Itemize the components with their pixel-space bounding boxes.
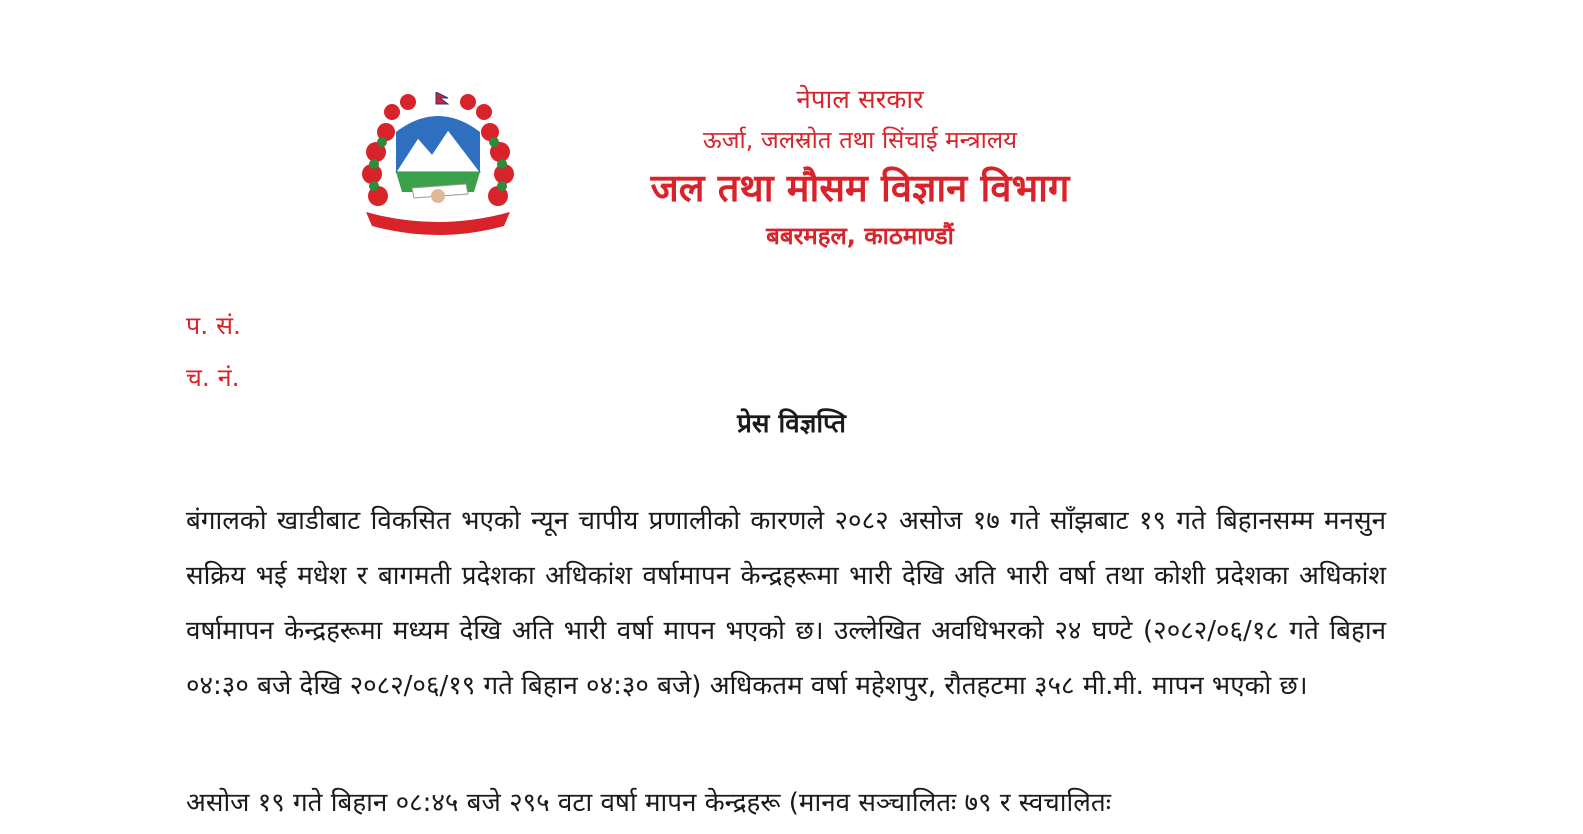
- letterhead: [560, 80, 1160, 256]
- dispatch-number-label: च. नं.: [186, 363, 240, 392]
- body-paragraph: असोज १९ गते बिहान ०८:४५ बजे २९५ वटा वर्षा मापन केन्द्रहरू (मानव सञ्चालितः ७९ र स्वचालितः: [186, 788, 1111, 818]
- department-address: बबरमहल, काठमाण्डौं: [766, 222, 954, 250]
- department-name: जल तथा मौसम विज्ञान विभाग: [650, 166, 1070, 210]
- letter-number-label: प. सं.: [186, 311, 241, 340]
- document-title: प्रेस विज्ञप्ति: [737, 409, 846, 439]
- reference-numbers: [186, 300, 241, 404]
- nepal-emblem-icon: [356, 92, 520, 240]
- ministry-name: ऊर्जा, जलस्रोत तथा सिंचाई मन्त्रालय: [702, 126, 1018, 154]
- government-name: नेपाल सरकार: [796, 85, 924, 115]
- body-paragraph: बंगालको खाडीबाट विकसित भएको न्यून चापीय प्रणालीको कारणले २०८२ असोज १७ गते साँझबाट १९ गते बिहानसम्म मनसुन सक्रिय भई मधेश र बागमती प्रदेशका अधिकांश वर्षामापन केन्द्रहरूमा भारी देखि अति भारी वर्षा तथा कोशी प्रदेशका अधिकांश वर्षामापन केन्द्रहरूमा मध्यम देखि अति भारी वर्षा मापन भएको छ। उल्लेखित अवधिभरको २४ घण्टे (२०८२/०६/१८ गते बिहान ०४:३० बजे देखि २०८२/०६/१९ गते बिहान ०४:३० बजे) अधिकतम वर्षा महेशपुर, रौतहटमा ३५८ मी.मी. मापन भएको छ।: [186, 506, 1386, 701]
